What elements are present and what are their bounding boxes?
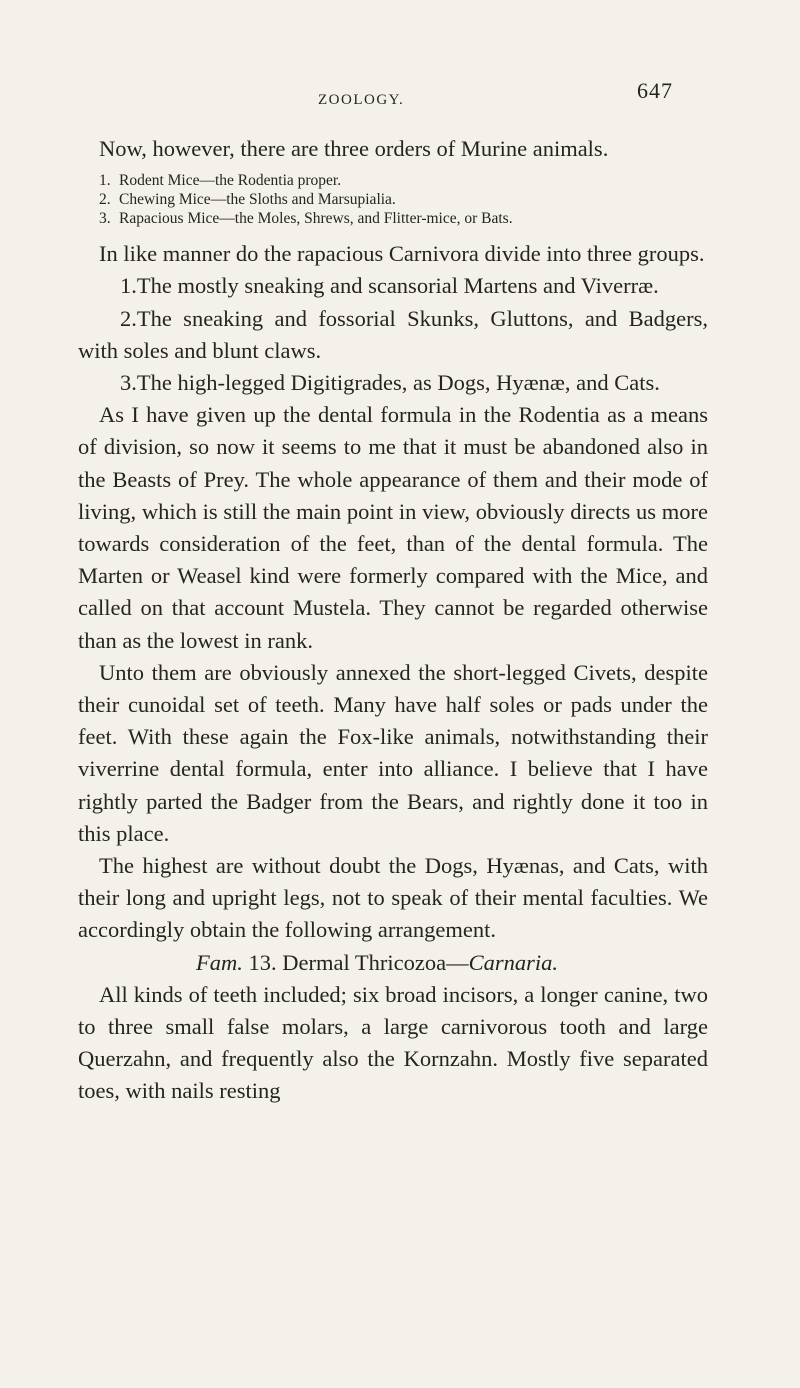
family-text: 13. Dermal Thricozoa—	[248, 949, 469, 975]
family-heading	[78, 947, 708, 979]
list-number: 2.	[99, 191, 111, 209]
body-paragraph: As I have given up the dental formula in the Rodentia as a means of division, so now it seems to me that it must be abandoned also in the Beasts of Prey. The whole appearance of them and their mode of living, which is still the main point in view, obviously directs us more towards consideration of the feet, than of the dental formula. The Marten or Weasel kind were formerly compared with the Mice, and called on that account Mustela. They cannot be regarded otherwise than as the lowest in rank.	[78, 402, 708, 653]
list-item	[99, 171, 708, 190]
running-title: ZOOLOGY.	[318, 92, 405, 108]
murine-orders-list	[78, 171, 708, 228]
group-text: The sneaking and fossorial Skunks, Gluttons, and Badgers, with soles and blunt claws.	[78, 305, 708, 363]
group-text: The high-legged Digitigrades, as Dogs, Hyænæ, and Cats.	[136, 370, 660, 396]
body-paragraph: The highest are without doubt the Dogs, Hyænas, and Cats, with their long and upright legs, not to speak of their mental faculties. We accordingly obtain the following arrangement.	[78, 853, 708, 943]
carnivora-group	[78, 303, 708, 367]
intro-paragraph: Now, however, there are three orders of Murine animals.	[99, 136, 609, 161]
carnivora-group	[78, 270, 708, 302]
list-item	[99, 190, 708, 209]
carnivora-group	[78, 367, 708, 399]
list-text: Rodent Mice—the Rodentia proper.	[119, 172, 342, 190]
group-number: 1.	[120, 273, 137, 299]
list-item	[99, 209, 708, 228]
carnivora-intro-paragraph: In like manner do the rapacious Carnivora divide into three groups.	[99, 241, 705, 267]
body-paragraph: Unto them are obviously annexed the short-legged Civets, despite their cunoidal set of teeth. Many have half soles or pads under the feet. With these again the Fox-like animals, notwithstanding their viverrine dental formula, enter into alliance. I believe that I have rightly parted the Badger from the Bears, and rightly done it too in this place.	[78, 659, 708, 846]
body-text	[78, 133, 708, 1108]
list-number: 1.	[99, 172, 111, 190]
page-number: 647	[637, 78, 673, 103]
closing-paragraph: All kinds of teeth included; six broad incisors, a longer canine, two to three small false molars, a large carnivorous tooth and large Querzahn, and frequently also the Kornzahn. Mostly five separated toes, with nails resting	[78, 981, 708, 1104]
list-text: Rapacious Mice—the Moles, Shrews, and Flitter-mice, or Bats.	[119, 210, 513, 228]
family-latin-name: Carnaria.	[468, 949, 559, 975]
page-header	[0, 76, 800, 116]
group-number: 2.	[120, 305, 137, 331]
family-label: Fam.	[196, 949, 243, 975]
list-number: 3.	[99, 210, 111, 228]
group-text: The mostly sneaking and scansorial Martens and Viverræ.	[136, 273, 659, 299]
list-text: Chewing Mice—the Sloths and Marsupialia.	[119, 191, 396, 209]
group-number: 3.	[120, 370, 137, 396]
